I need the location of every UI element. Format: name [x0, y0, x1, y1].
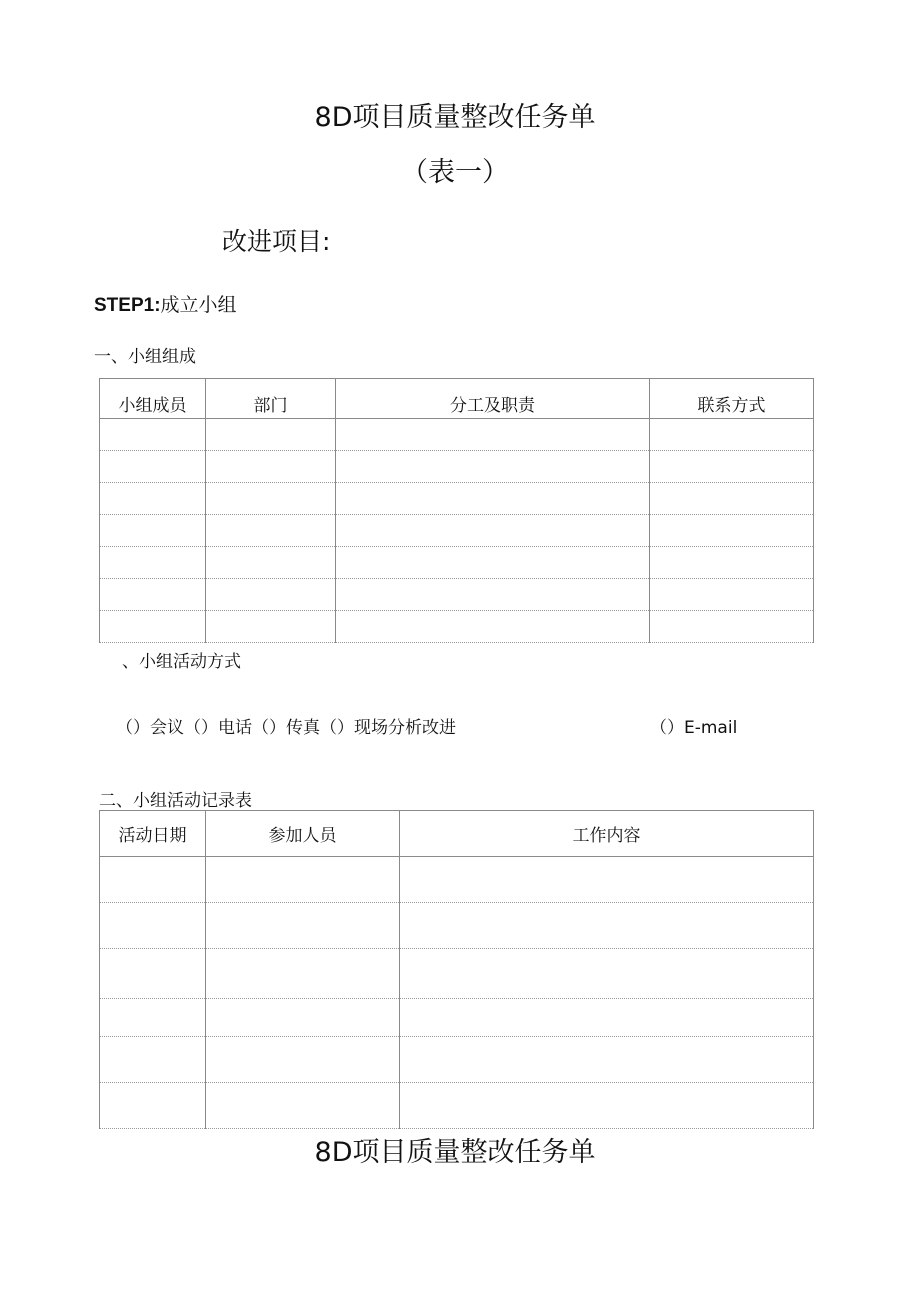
section2-heading: 二、小组活动记录表	[99, 791, 252, 811]
table-cell[interactable]	[100, 515, 206, 547]
table-row	[100, 483, 814, 515]
table-cell[interactable]	[206, 483, 336, 515]
table-cell[interactable]	[206, 451, 336, 483]
activity-header-cell: 参加人员	[206, 811, 400, 857]
team-header-cell: 部门	[206, 379, 336, 419]
table-row	[100, 1083, 814, 1129]
table-row	[100, 547, 814, 579]
table-cell[interactable]	[650, 547, 814, 579]
table-cell[interactable]	[336, 579, 650, 611]
table-row	[100, 903, 814, 949]
table-cell[interactable]	[206, 949, 400, 999]
email-option[interactable]: （）E-mail	[650, 718, 738, 738]
table-cell[interactable]	[100, 483, 206, 515]
table-cell[interactable]	[100, 857, 206, 903]
form-subtitle: （表一）	[401, 157, 509, 188]
table-row	[100, 451, 814, 483]
table-cell[interactable]	[650, 611, 814, 643]
table-cell[interactable]	[400, 999, 814, 1037]
activity-options-group[interactable]: （）会议（）电话（）传真（）现场分析改进	[116, 718, 456, 738]
table-row	[100, 949, 814, 999]
table-row	[100, 419, 814, 451]
table-cell[interactable]	[650, 451, 814, 483]
team-header-cell: 联系方式	[650, 379, 814, 419]
table-cell[interactable]	[336, 419, 650, 451]
improvement-project-label: 改进项目:	[222, 227, 331, 256]
table-cell[interactable]	[206, 579, 336, 611]
table-cell[interactable]	[400, 903, 814, 949]
table-cell[interactable]	[400, 1083, 814, 1129]
table-cell[interactable]	[650, 483, 814, 515]
table-row	[100, 515, 814, 547]
table-cell[interactable]	[206, 515, 336, 547]
team-table	[99, 378, 814, 643]
step1-text: 成立小组	[160, 294, 237, 316]
table-cell[interactable]	[100, 419, 206, 451]
table-cell[interactable]	[400, 949, 814, 999]
team-header-cell: 分工及职责	[336, 379, 650, 419]
table-cell[interactable]	[100, 611, 206, 643]
table-cell[interactable]	[336, 547, 650, 579]
table-cell[interactable]	[100, 547, 206, 579]
table-cell[interactable]	[206, 903, 400, 949]
table-cell[interactable]	[100, 451, 206, 483]
activity-mode-heading: 、小组活动方式	[122, 652, 241, 672]
table-cell[interactable]	[206, 1083, 400, 1129]
step1-label: STEP1:	[94, 295, 161, 316]
table-cell[interactable]	[650, 419, 814, 451]
table-cell[interactable]	[336, 483, 650, 515]
table-row	[100, 611, 814, 643]
table-cell[interactable]	[100, 1037, 206, 1083]
activity-record-table	[99, 810, 814, 1129]
table-cell[interactable]	[100, 903, 206, 949]
table-cell[interactable]	[206, 547, 336, 579]
activity-table-header-row	[100, 811, 814, 857]
table-cell[interactable]	[100, 949, 206, 999]
table-cell[interactable]	[650, 515, 814, 547]
table-row	[100, 999, 814, 1037]
table-row	[100, 1037, 814, 1083]
team-table-header-row	[100, 379, 814, 419]
activity-header-cell: 活动日期	[100, 811, 206, 857]
table-cell[interactable]	[100, 1083, 206, 1129]
footer-title: 8D项目质量整改任务单	[314, 1137, 596, 1168]
table-cell[interactable]	[336, 451, 650, 483]
table-cell[interactable]	[100, 999, 206, 1037]
table-cell[interactable]	[206, 611, 336, 643]
table-cell[interactable]	[206, 999, 400, 1037]
table-row	[100, 579, 814, 611]
table-cell[interactable]	[336, 611, 650, 643]
table-row	[100, 857, 814, 903]
page-title: 8D项目质量整改任务单	[314, 102, 596, 133]
table-cell[interactable]	[650, 579, 814, 611]
step1-heading	[94, 290, 237, 317]
team-header-cell: 小组成员	[100, 379, 206, 419]
table-cell[interactable]	[336, 515, 650, 547]
table-cell[interactable]	[400, 1037, 814, 1083]
table-cell[interactable]	[400, 857, 814, 903]
activity-header-cell: 工作内容	[400, 811, 814, 857]
table-cell[interactable]	[206, 419, 336, 451]
section1-heading: 一、小组组成	[94, 347, 196, 367]
table-cell[interactable]	[206, 857, 400, 903]
table-cell[interactable]	[100, 579, 206, 611]
table-cell[interactable]	[206, 1037, 400, 1083]
